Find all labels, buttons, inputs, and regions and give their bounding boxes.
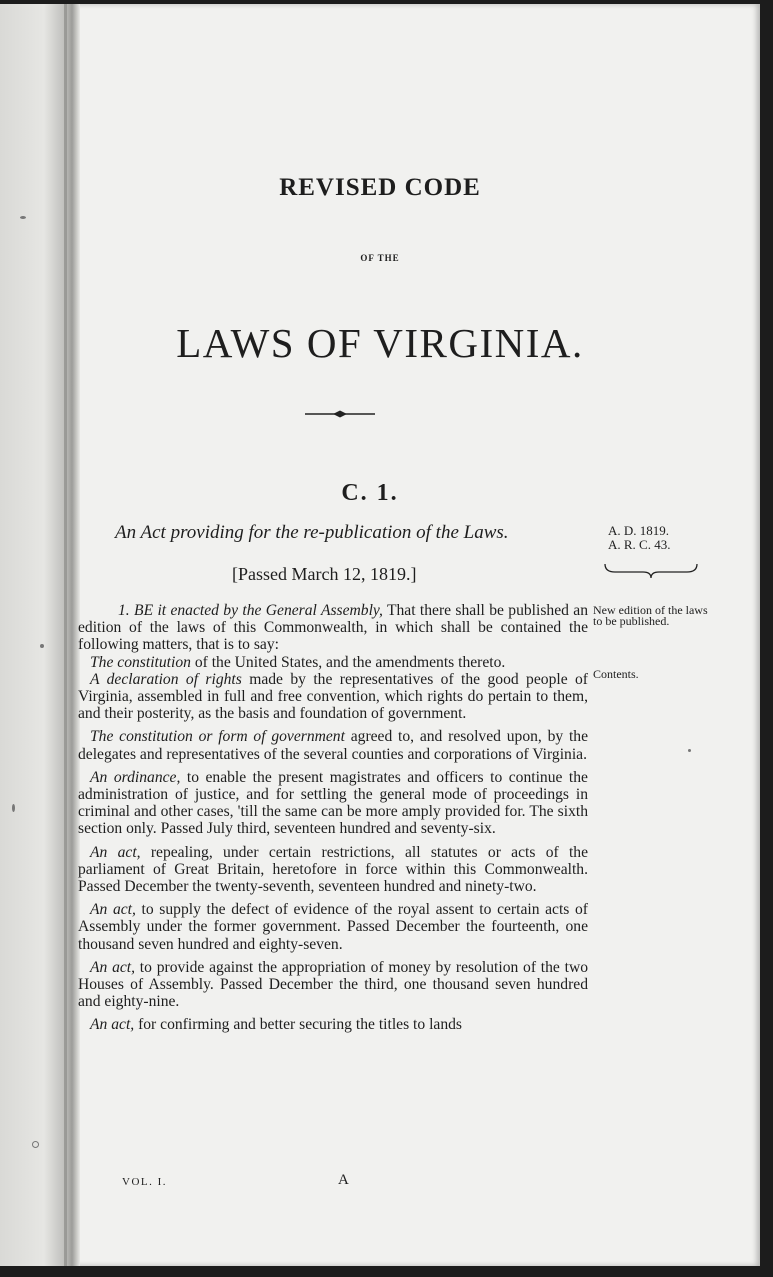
paragraph: An act, to supply the defect of evidence of the royal assent to certain acts of Assembly under the former government. Passed December the fourteenth, one thousand seven hundred and eighty-seven.: [78, 901, 588, 953]
volume-number: VOL. I.: [122, 1176, 168, 1188]
title-line-1: REVISED CODE: [279, 174, 481, 201]
paragraph: An act, for confirming and better securing the titles to lands: [90, 1016, 462, 1034]
paragraph: An act, to provide against the appropriation of money by resolution of the two Houses of Assembly. Passed December the third, one thousand seven hundred and eighty-nine.: [78, 958, 588, 1011]
book-page: [0, 4, 760, 1266]
paper-speck: [32, 1141, 39, 1148]
paragraph: The constitution or form of government agreed to, and resolved upon, by the delegates and representatives of the several counties and corporations of Virginia.: [78, 728, 588, 763]
chapter-heading: C. 1.: [341, 480, 399, 506]
paragraph: An act, repealing, under certain restrictions, all statutes or acts of the parliament of Great Britain, heretofore in force within this Commonwealth. Passed December the twenty-seventh, seventeen hundred and ninety-two.: [78, 843, 589, 896]
paper-speck: [688, 749, 691, 752]
paragraph: The constitution of the United States, and the amendments thereto.: [90, 653, 506, 671]
page-gutter: [0, 4, 80, 1266]
passed-date: [Passed March 12, 1819.]: [232, 564, 417, 584]
paragraph: A declaration of rights made by the representatives of the good people of Virginia, assembled in full and free convention, which rights do pertain to them, and their posterity, as the basis and foundation of government.: [78, 670, 588, 723]
paper-speck: [20, 216, 26, 219]
margin-year: [608, 524, 670, 552]
margin-ad-line: A. D. 1819.: [608, 523, 670, 538]
paper-speck: [40, 644, 44, 648]
paragraph: 1. BE it enacted by the General Assembly, That there shall be published an edition of the laws of this Commonwealth, in which shall be contained the following matters, that is to say:: [78, 602, 588, 654]
act-title: An Act providing for the re-publication of the Laws.: [115, 522, 509, 543]
paper-speck: [12, 804, 15, 812]
margin-arc-line: A. R. C. 43.: [608, 537, 671, 552]
signature-mark: A: [338, 1172, 349, 1188]
margin-note-contents: Contents.: [593, 667, 639, 681]
margin-note-new-edition: New edition of the laws to be published.: [593, 603, 708, 628]
brace-icon: [603, 560, 699, 585]
title-line-3: LAWS OF VIRGINIA.: [176, 320, 584, 366]
title-line-2: OF THE: [360, 253, 400, 263]
binding-shadow: [64, 4, 67, 1266]
ornament-rule-icon: [305, 406, 375, 424]
paragraph: An ordinance, to enable the present magistrates and officers to continue the administration of justice, and for settling the general mode of proceedings in criminal and other cases, 'till the same can be more amply provided for. The sixth section only. Passed July third, seventeen hundred and seventy-six.: [78, 768, 588, 838]
act-body: [78, 602, 588, 1034]
